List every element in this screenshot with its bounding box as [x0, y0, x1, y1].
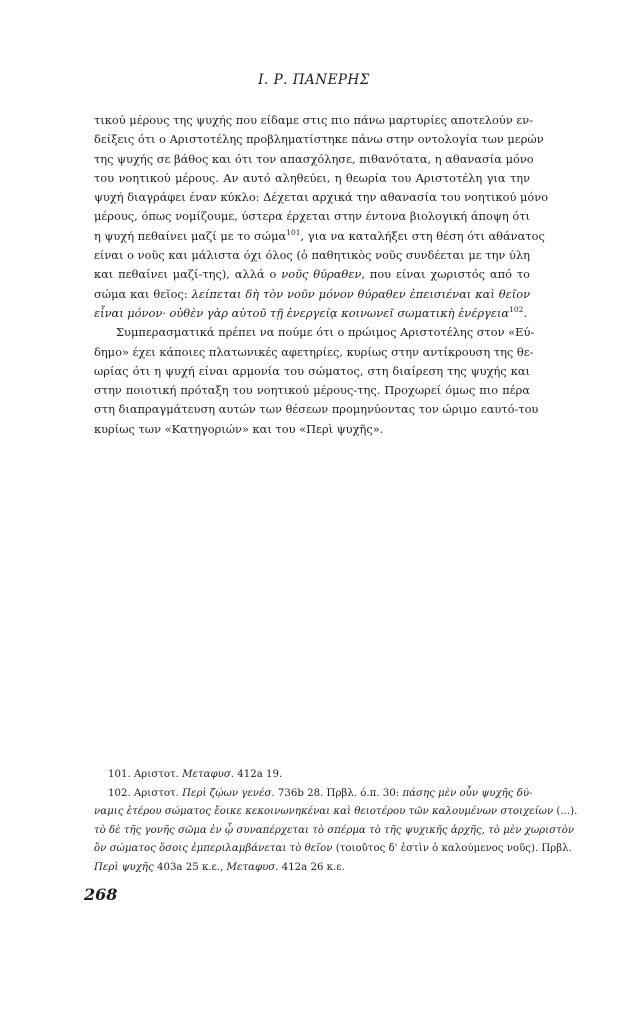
greek-quote: ὂν σώματος ὅσοις ἐμπεριλαμβάνεται τὸ θεῖον: [94, 843, 333, 855]
footnote-line: [94, 859, 530, 878]
text-segment: , για να καταλήξει στη θέση ότι αθάνατος: [300, 228, 545, 243]
text-segment: σώμα και θεῖος:: [94, 286, 192, 301]
text-line: δημο» έχει κάποιες πλατωνικές αφετηρίες, κυρίως στην αντίκρουση της θε-: [94, 344, 534, 359]
footnote-102: [94, 785, 533, 804]
footnote-number: 102.: [108, 787, 134, 799]
text-segment: 412a 19.: [234, 769, 283, 780]
text-line: ωρίας ότι η ψυχή είναι αρμονία του σώματος, στη διαίρεση της ψυχής και: [94, 363, 530, 378]
text-line: ψυχή διαγράφει έναν κύκλο: Δέχεται αρχικά την αθανασία του νοητικού μόνο: [94, 190, 549, 205]
text-line: μέρους, όπως νομίζουμε, ύστερα έρχεται στην έντονα βιολογική άποψη ότι: [94, 209, 530, 224]
text-line: είναι ο νοῦς και μάλιστα όχι όλος (ὁ παθητικὸς νοῦς συνδέεται με την ύλη: [94, 248, 530, 263]
text-segment: Αριστοτ.: [133, 787, 183, 799]
text-segment: (τοιοῦτος δ' ἐστὶν ὁ καλούμενος νοῦς). Πρβλ.: [332, 843, 572, 855]
footnotes: [94, 766, 578, 878]
text-segment: 403a 25 κ.ε.,: [153, 861, 227, 873]
text-line: της ψυχής σε βάθος και ότι τον απασχόλησε, πιθανότατα, η αθανασία μόνο: [94, 151, 534, 166]
greek-quote: πάσης μὲν οὖν ψυχῆς δύ-: [402, 787, 533, 799]
text-line: τικού μέρους της ψυχής που είδαμε στις πιο πάνω μαρτυρίες αποτελούν εν-: [94, 113, 534, 127]
greek-quote: λείπεται δὴ τὸν νοῦν μόνον θύραθεν ἐπεισιέναι καὶ θεῖον: [191, 286, 530, 301]
text-line: στην ποιοτική πρόταξη του νοητικού μέρους-της. Προχωρεί όμως πιο πέρα: [94, 383, 530, 398]
text-line: δείξεις ότι ο Αριστοτέλης προβληματίστηκε πάνω στην οντολογία των μερών: [94, 132, 544, 147]
text-line: Συμπερασματικά πρέπει να πούμε ότι ο πρώιμος Αριστοτέλης στον «Εύ-: [116, 325, 535, 340]
emphasis: νοῦς θύραθεν: [281, 267, 362, 282]
text-line: εἶναι μόνον· οὐθὲν γὰρ αὐτοῦ τῇ ἐνεργείᾳ κοινωνεῖ σωματικὴ ἐνέργεια$^{102}$.: [94, 304, 528, 320]
text-segment: Αριστοτ.: [133, 769, 183, 780]
work-title: Μεταφυσ.: [226, 861, 279, 873]
greek-quote: τὸ δὲ τῆς γονῆς σῶμα ἐν ᾧ συναπέρχεται τὸ σπέρμα τὸ τῆς ψυχικῆς ἀρχῆς, τὸ μὲν χωριστὸν: [94, 824, 575, 836]
work-title: Περὶ ψυχῆς: [94, 861, 154, 873]
text-segment: (...).: [553, 806, 578, 818]
work-title: Περὶ ζῴων γενέσ.: [182, 787, 275, 799]
text-line: [94, 265, 530, 284]
footnote-101: [94, 766, 530, 785]
text-segment: και πεθαίνει μαζί-της), αλλά ο: [94, 267, 282, 282]
page-number: 268: [84, 885, 118, 904]
text-line: στη διαπραγμάτευση αυτών των θέσεων προμηνύοντας τον ώριμο εαυτό-του: [94, 402, 539, 417]
text-line: [94, 285, 530, 304]
greek-quote: ναμις ἑτέρου σώματος ἔοικε κεκοινωνηκέναι καὶ θειοτέρου τῶν καλουμένων στοιχείων: [94, 806, 554, 818]
text-line: [94, 227, 545, 246]
footnote-ref-102[interactable]: 102: [509, 304, 524, 314]
footnote-ref-101[interactable]: 101: [286, 227, 301, 237]
footnote-number: 101.: [108, 769, 134, 780]
text-segment: 412a 26 κ.ε.: [278, 861, 345, 873]
greek-quote: εἶναι μόνον· οὐθὲν γὰρ αὐτοῦ τῇ ἐνεργείᾳ κοινωνεῖ σωματικὴ ἐνέργεια: [94, 305, 510, 320]
text-segment: , που είναι χωριστός από το: [361, 267, 530, 282]
footnote-line: [94, 803, 578, 822]
running-header: Ι. Ρ. ΠΑΝΕΡΗΣ: [258, 72, 370, 88]
text-segment: η ψυχή πεθαίνει μαζί με το σώμα: [94, 228, 287, 243]
footnote-line: [94, 822, 575, 841]
work-title: Μεταφυσ.: [182, 769, 235, 780]
text-line: κυρίως των «Κατηγοριών» και του «Περὶ ψυχῆς».: [94, 421, 384, 436]
footnote-line: [94, 840, 572, 859]
text-segment: 736b 28. Πρβλ. ό.π. 30:: [274, 787, 403, 799]
main-text: [94, 111, 549, 439]
text-line: του νοητικού μέρους. Αν αυτό αληθεύει, η θεωρία του Αριστοτέλη για την: [94, 170, 530, 185]
